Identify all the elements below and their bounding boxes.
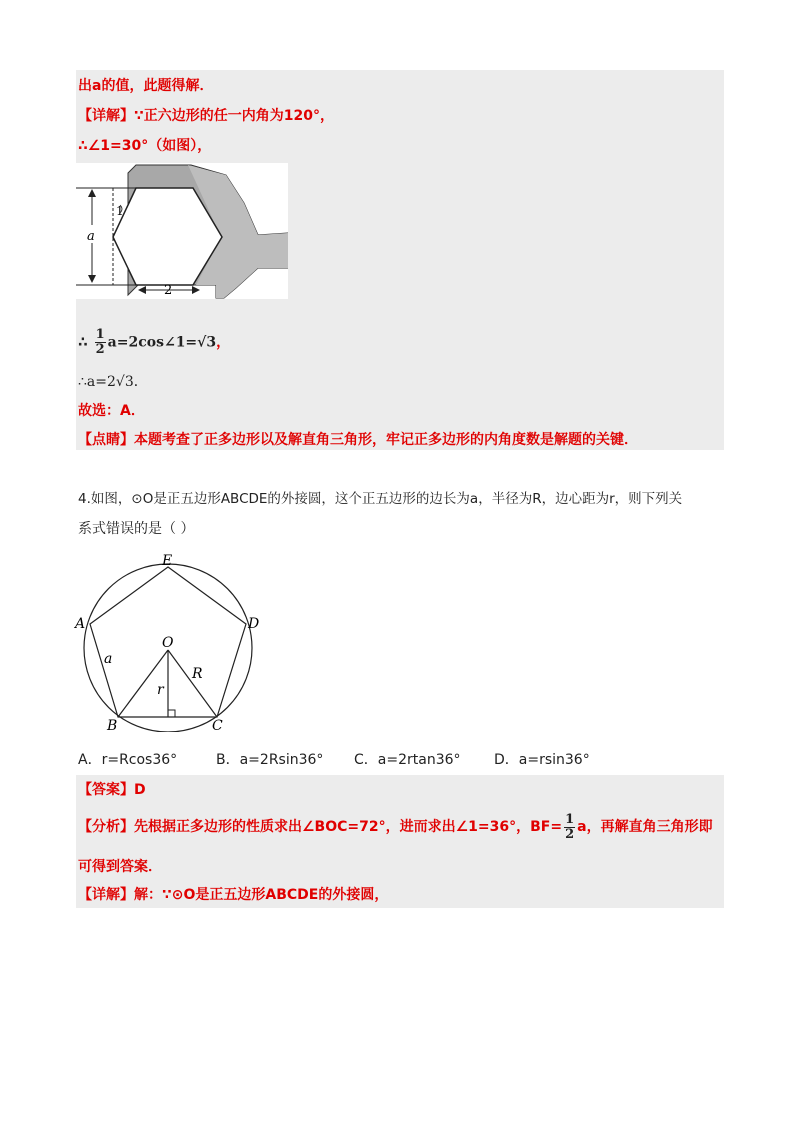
analysis-line-1	[78, 812, 713, 842]
equation-5: ∴a=2√3．	[78, 374, 148, 390]
fig1-label-1: 1	[116, 204, 124, 218]
fig1-label-a: a	[87, 229, 95, 244]
solution-line-4	[78, 328, 230, 356]
detail-text: ∵正六边形的任一内角为120°，	[134, 108, 334, 124]
solution-line-7	[78, 430, 638, 450]
label-r: r	[157, 682, 164, 698]
fraction-half	[95, 328, 106, 357]
option-B[interactable]: B．a=2Rsin36°	[216, 752, 324, 768]
equation-4: a=2cos∠1=√3	[107, 334, 217, 351]
solution-line-3: ∴∠1=30°（如图），	[78, 138, 212, 154]
label-O: O	[162, 635, 174, 651]
label-B: B	[107, 718, 118, 732]
detail2-label: 【详解】	[78, 887, 134, 903]
analysis-text: 先根据正多边形的性质求出∠BOC=72°，进而求出∠1=36°，BF=	[134, 819, 563, 835]
label-A: A	[75, 616, 86, 632]
detail-line	[78, 885, 388, 905]
option-A[interactable]: A．r=Rcos36°	[78, 752, 178, 768]
therefore-symbol: ∴	[78, 334, 88, 351]
remark-text: 本题考查了正多边形以及解直角三角形，牢记正多边形的内角度数是解题的关键．	[134, 432, 638, 448]
label-R: R	[192, 666, 203, 682]
comma: ，	[216, 334, 231, 351]
answer-line: 【答案】D	[78, 782, 146, 798]
label-a: a	[104, 651, 113, 667]
detail-label: 【详解】	[78, 108, 134, 124]
option-D[interactable]: D．a=rsin36°	[494, 752, 590, 768]
question-line-2: 系式错误的是（ ）	[78, 521, 195, 537]
analysis-line-2: 可得到答案．	[78, 859, 162, 875]
option-C[interactable]: C．a=2rtan36°	[354, 752, 461, 768]
remark-label: 【点睛】	[78, 432, 134, 448]
pentagon-circle-figure	[72, 552, 272, 732]
fraction-half-2	[564, 813, 575, 842]
analysis-tail: a，再解直角三角形即	[577, 819, 713, 835]
frac2-den: 2	[565, 826, 575, 842]
frac2-num: 1	[565, 811, 575, 827]
detail2-text: 解：∵⊙O是正五边形ABCDE的外接圆，	[134, 887, 389, 903]
fig1-label-2: 2	[164, 283, 173, 298]
question-line-1: 4.如图，⊙O是正五边形ABCDE的外接圆，这个正五边形的边长为a，半径为R，边心距为r，则下列关	[78, 491, 683, 507]
frac-den: 2	[95, 342, 105, 357]
label-D: D	[248, 616, 260, 632]
hexagon-wrench-figure	[76, 163, 288, 299]
label-E: E	[162, 553, 173, 569]
analysis-label: 【分析】	[78, 819, 134, 835]
solution-line-1: 出a的值，此题得解．	[78, 78, 214, 94]
label-C: C	[212, 718, 223, 732]
solution-line-6: 故选：A．	[78, 403, 145, 419]
solution-line-2	[78, 106, 334, 126]
frac-num: 1	[95, 327, 105, 342]
solution-line-5	[78, 372, 148, 392]
